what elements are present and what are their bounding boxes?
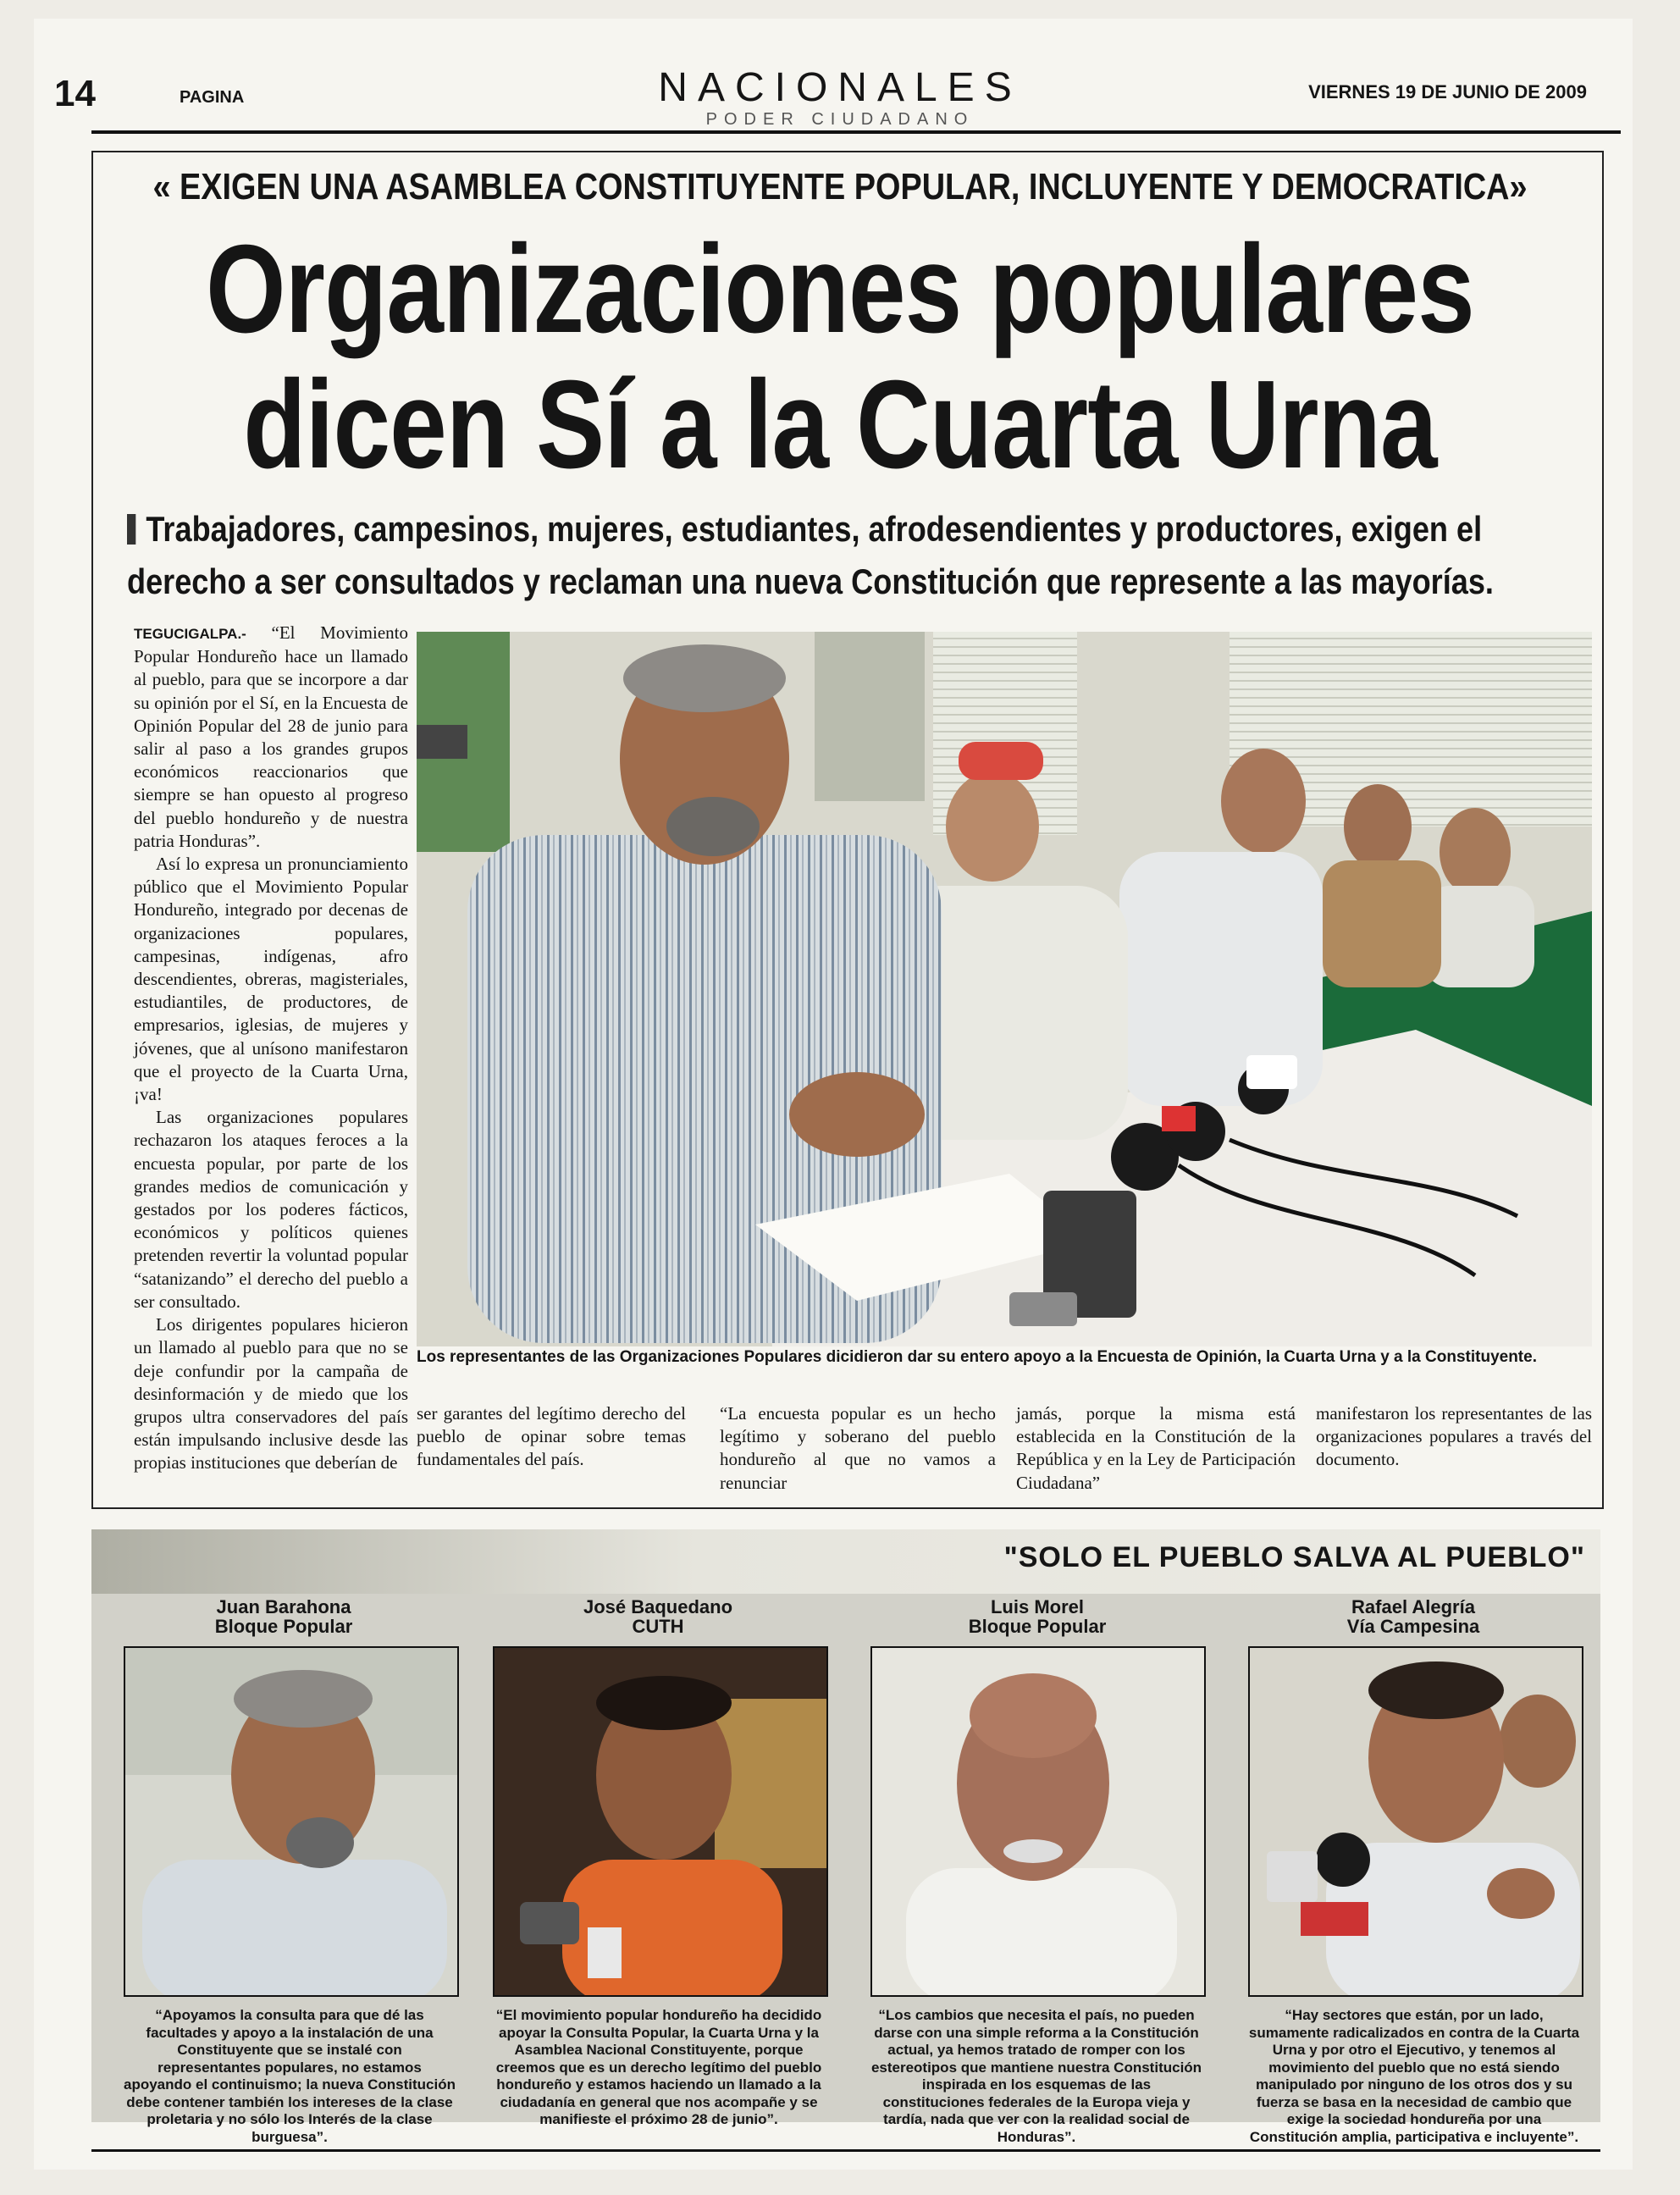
footer-rule (91, 2149, 1600, 2152)
person-name-label (872, 1597, 1202, 1636)
person-quote: “El movimiento popular hondureño ha decidido apoyar la Consulta Popular, la Cuarta Urna y la Asamblea Nacional Constituyente, porque creemos que es un derecho legítimo del pueblo hondureño y estamos haciendo un llamado a la ciudadanía en general que nos acompañe y se manifieste el próximo 28 de junio”. (495, 2007, 822, 2127)
body-paragraph: Las organizaciones populares rechazaron los ataques feroces a la encuesta popular, por parte de los grandes medios de comunicación y gestados por los poderes fácticos, económicos y políticos quienes pretenden revertir la voluntad popular “satanizando” el derecho del pueblo a ser consultado. (134, 1107, 408, 1312)
body-column-4 (1016, 1402, 1296, 1495)
body-paragraph: Los dirigentes populares hicieron un llamado al pueblo para que no se deje confundir por la campaña de desinformación y de miedo que los grupos ultra conservadores del país están impulsando inclusive desde las propias instituciones que deberían de (134, 1314, 408, 1473)
article-headline (152, 219, 1529, 495)
person-photo (1248, 1646, 1583, 1997)
photo-caption: Los representantes de las Organizaciones Populares dicidieron dar su entero apoyo a la Encuesta de Opinión, la Cuarta Urna y a la Constituyente. (417, 1348, 1537, 1366)
person-photo (124, 1646, 459, 1997)
body-column-3 (720, 1402, 996, 1495)
deck-marker (127, 514, 135, 545)
headline-line-2: dicen Sí a la Cuarta Urna (243, 355, 1437, 495)
press-conference-illustration (417, 632, 1592, 1346)
body-paragraph: “La encuesta popular es un hecho legítimo y soberano del pueblo hondureño al que no vamos a renunciar (720, 1403, 996, 1493)
person-name: Luis Morel (990, 1596, 1084, 1617)
person-quote: “Los cambios que necesita el país, no pueden darse con una simple reforma a la Constitución actual, ya hemos tratado de romper con los estereotipos que mantiene nuestra Constitución inspirada en los esquemas de las constituciones federales de la Europa vieja y tardía, nada que ver con la realidad social de Honduras”. (870, 2007, 1202, 2145)
issue-date: VIERNES 19 DE JUNIO DE 2009 (1308, 81, 1587, 102)
person-photo (870, 1646, 1206, 1997)
person-organization: Bloque Popular (968, 1616, 1107, 1637)
deck-line-1: Trabajadores, campesinos, mujeres, estudiantes, afrodesendientes y productores, exigen el (146, 509, 1483, 549)
article-deck (127, 503, 1598, 608)
person-name: José Baquedano (583, 1596, 733, 1617)
person-organization: Vía Campesina (1346, 1616, 1480, 1637)
person-photo (493, 1646, 828, 1997)
body-paragraph: ser garantes del legítimo derecho del pueblo de opinar sobre temas fundamentales del país. (417, 1403, 686, 1470)
body-paragraph: TEGUCIGALPA.- “El Movimiento Popular Hondureño hace un llamado al pueblo, para que se incorpore a dar su opinión por el Sí, en la Encuesta de Opinión Popular del 28 de junio para salir al paso a los grandes grupos económicos reaccionarios que siempre se han opuesto al progreso del pueblo hondureño y de nuestra patria Honduras”. (134, 622, 408, 851)
body-column-2 (417, 1402, 686, 1472)
person-quote: “Apoyamos la consulta para que dé las facultades y apoyo a la instalación de una Constituyente que se instalé con representantes populares, no estamos apoyando el continuismo; la nueva Constitución debe contener también los intereses de la clase proletaria y no sólo los Interés de la clase burguesa”. (124, 2007, 456, 2145)
dateline: TEGUCIGALPA.- (134, 626, 246, 642)
person-organization: Bloque Popular (214, 1616, 353, 1637)
body-paragraph: Así lo expresa un pronunciamiento público que el Movimiento Popular Hondureño, integrado por decenas de organizaciones populares, campesinas, indígenas, afro descendientes, obreras, magisteriales, estudiantiles, de productores, de empresarios, iglesias, de mujeres y jóvenes, que al unísono manifestaron que el proyecto de la Cuarta Urna, ¡va! (134, 854, 408, 1105)
section-subtitle: PODER CIUDADANO (705, 110, 975, 129)
body-column-5 (1316, 1402, 1592, 1472)
body-column-1 (134, 622, 408, 1475)
person-name: Juan Barahona (216, 1596, 351, 1617)
header-rule (91, 130, 1621, 134)
person-name-label (1248, 1597, 1578, 1636)
person-name-label (493, 1597, 823, 1636)
main-photo (417, 632, 1592, 1346)
person-name-label (119, 1597, 449, 1636)
section-title: NACIONALES (658, 65, 1022, 110)
quotes-section-title: "SOLO EL PUEBLO SALVA AL PUEBLO" (1003, 1541, 1585, 1573)
page-label: PAGINA (180, 88, 245, 107)
body-paragraph: manifestaron los representantes de las organizaciones populares a través del documento. (1316, 1403, 1592, 1470)
page-number: 14 (54, 73, 96, 114)
article-kicker: « EXIGEN UNA ASAMBLEA CONSTITUYENTE POPULAR, INCLUYENTE Y DEMOCRATICA» (152, 166, 1528, 207)
person-name: Rafael Alegría (1351, 1596, 1475, 1617)
person-organization: CUTH (632, 1616, 684, 1637)
person-quote: “Hay sectores que están, por un lado, sumamente radicalizados en contra de la Cuarta Urna y por otro el Ejecutivo, y tenemos al movimiento del pueblo que no está siendo manipulado por ninguno de los otros dos y su fuerza se basa en la necesidad de cambio que exige la sociedad hondureña por una Constitución amplia, participativa e incluyente”. (1248, 2007, 1580, 2145)
headline-line-1: Organizaciones populares (206, 219, 1474, 359)
body-paragraph: jamás, porque la misma está establecida en la Constitución de la República y en la Ley de Participación Ciudadana” (1016, 1403, 1296, 1493)
deck-line-2: derecho a ser consultados y reclaman una nueva Constitución que represente a las mayorías. (127, 561, 1494, 601)
